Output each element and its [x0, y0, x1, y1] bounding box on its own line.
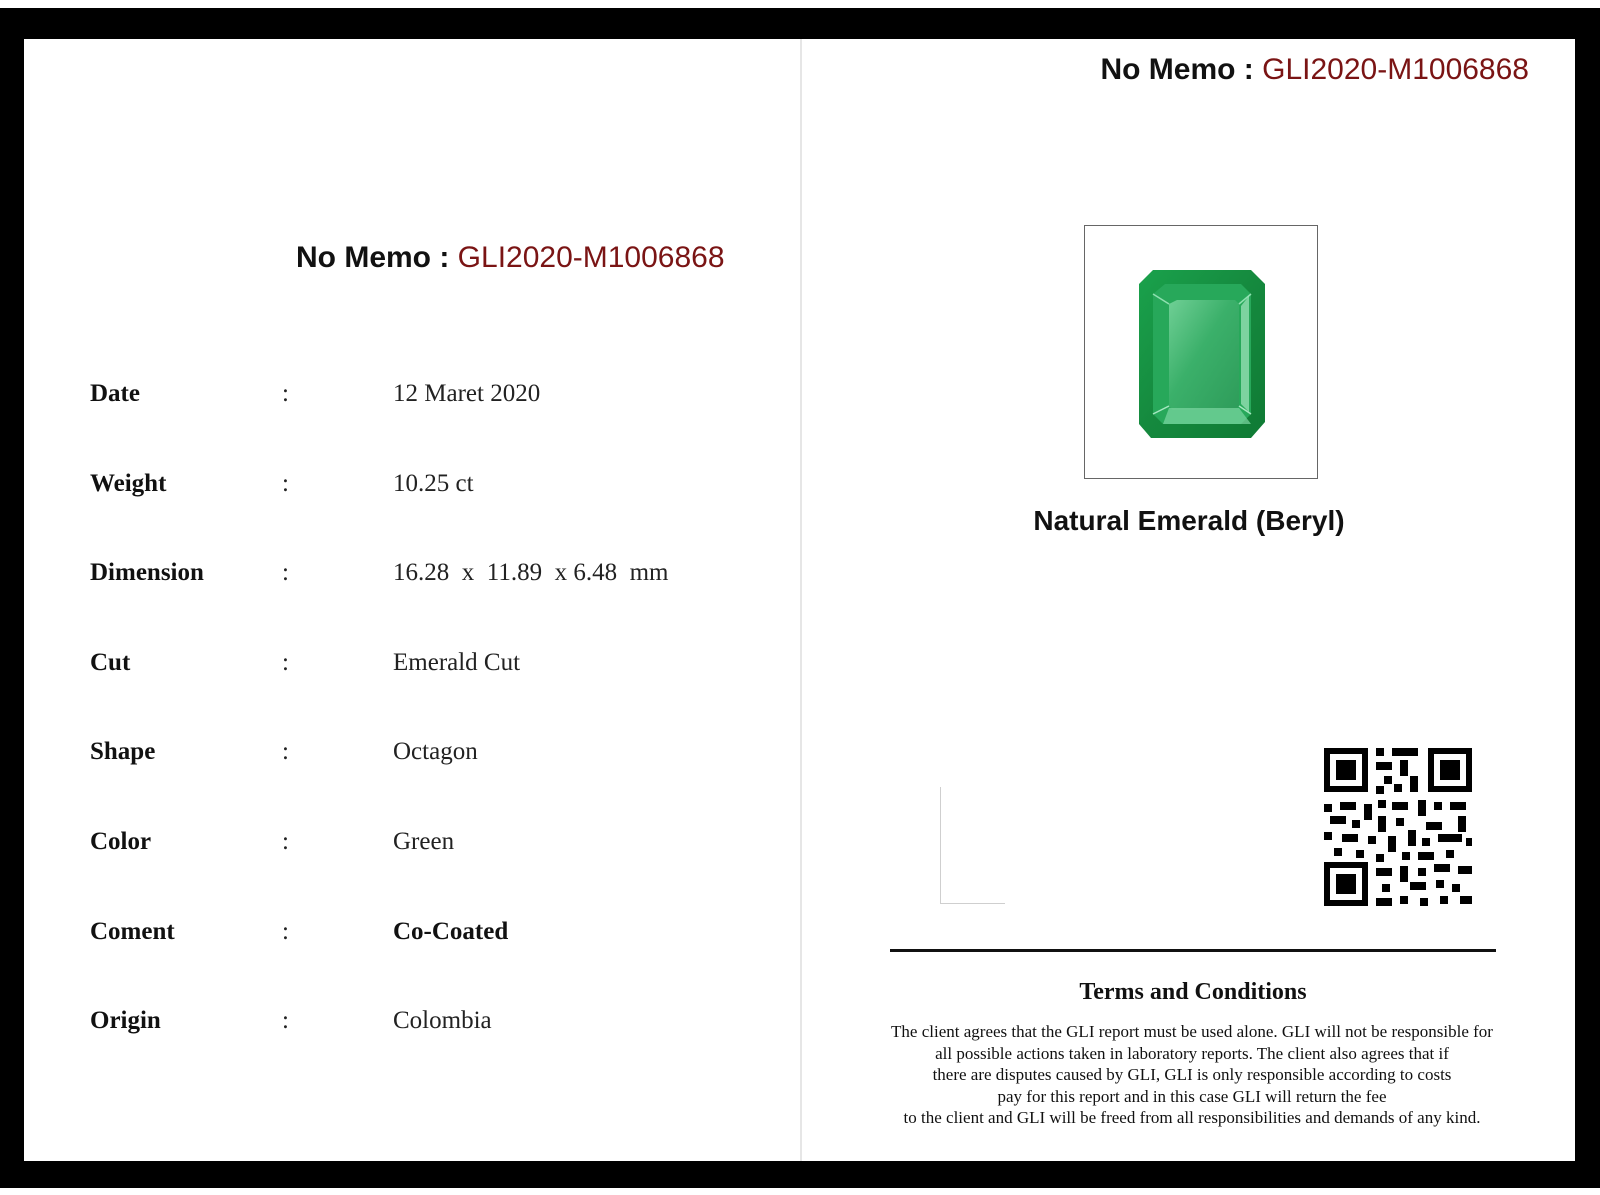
detail-value: 16.28 x 11.89 x 6.48 mm	[393, 559, 669, 586]
terms-title: Terms and Conditions	[1079, 979, 1307, 1005]
detail-label: Coment	[90, 918, 175, 945]
detail-value: 12 Maret 2020	[393, 380, 541, 407]
memo-value: GLI2020-M1006868	[457, 241, 725, 274]
detail-separator: :	[282, 1007, 289, 1034]
detail-row-cut	[90, 649, 770, 689]
detail-separator: :	[282, 918, 289, 945]
detail-row-color	[90, 828, 770, 868]
detail-separator: :	[282, 380, 289, 407]
stone-title: Natural Emerald (Beryl)	[1033, 505, 1345, 536]
terms-line: to the client and GLI will be freed from all responsibilities and demands of any kind.	[903, 1108, 1481, 1127]
detail-separator: :	[282, 559, 289, 586]
qr-code	[1322, 746, 1474, 908]
terms-line: there are disputes caused by GLI, GLI is only responsible according to costs	[932, 1065, 1452, 1084]
detail-separator: :	[282, 738, 289, 765]
memo-number-left	[296, 241, 725, 275]
document-frame	[0, 8, 1600, 1188]
certificate-sheet	[24, 39, 1575, 1161]
detail-value: Octagon	[393, 738, 478, 765]
terms-line: pay for this report and in this case GLI will return the fee	[997, 1086, 1387, 1106]
detail-value: Emerald Cut	[393, 649, 521, 676]
detail-value: Colombia	[393, 1007, 492, 1034]
detail-value: Co-Coated	[393, 918, 509, 945]
memo-label: No Memo :	[1100, 53, 1263, 86]
detail-label: Dimension	[90, 559, 204, 586]
memo-label: No Memo :	[296, 241, 458, 274]
terms-line: all possible actions taken in laboratory reports. The client also agrees that if	[935, 1043, 1449, 1063]
signature-area	[940, 787, 1005, 904]
detail-label: Color	[90, 828, 152, 855]
memo-number-right	[1100, 53, 1529, 87]
detail-separator: :	[282, 649, 289, 676]
emerald-image	[1085, 226, 1317, 478]
detail-row-comment	[90, 918, 770, 958]
detail-label: Weight	[90, 470, 167, 497]
detail-label: Origin	[90, 1007, 161, 1034]
detail-label: Cut	[90, 649, 131, 676]
terms-divider	[890, 949, 1496, 952]
detail-row-dimension	[90, 559, 770, 599]
detail-value: Green	[393, 828, 455, 855]
detail-separator: :	[282, 828, 289, 855]
detail-value: 10.25 ct	[393, 470, 474, 497]
memo-value: GLI2020-M1006868	[1262, 53, 1529, 86]
detail-row-weight	[90, 470, 770, 510]
gemstone-photo	[1084, 225, 1318, 479]
detail-row-shape	[90, 738, 770, 778]
detail-row-origin	[90, 1007, 770, 1047]
terms-text	[824, 1021, 1560, 1129]
detail-label: Shape	[90, 738, 156, 765]
terms-line: The client agrees that the GLI report must be used alone. GLI will not be responsible for	[891, 1022, 1493, 1041]
detail-row-date	[90, 380, 770, 420]
fold-divider	[800, 39, 802, 1161]
detail-separator: :	[282, 470, 289, 497]
detail-label: Date	[90, 380, 140, 407]
